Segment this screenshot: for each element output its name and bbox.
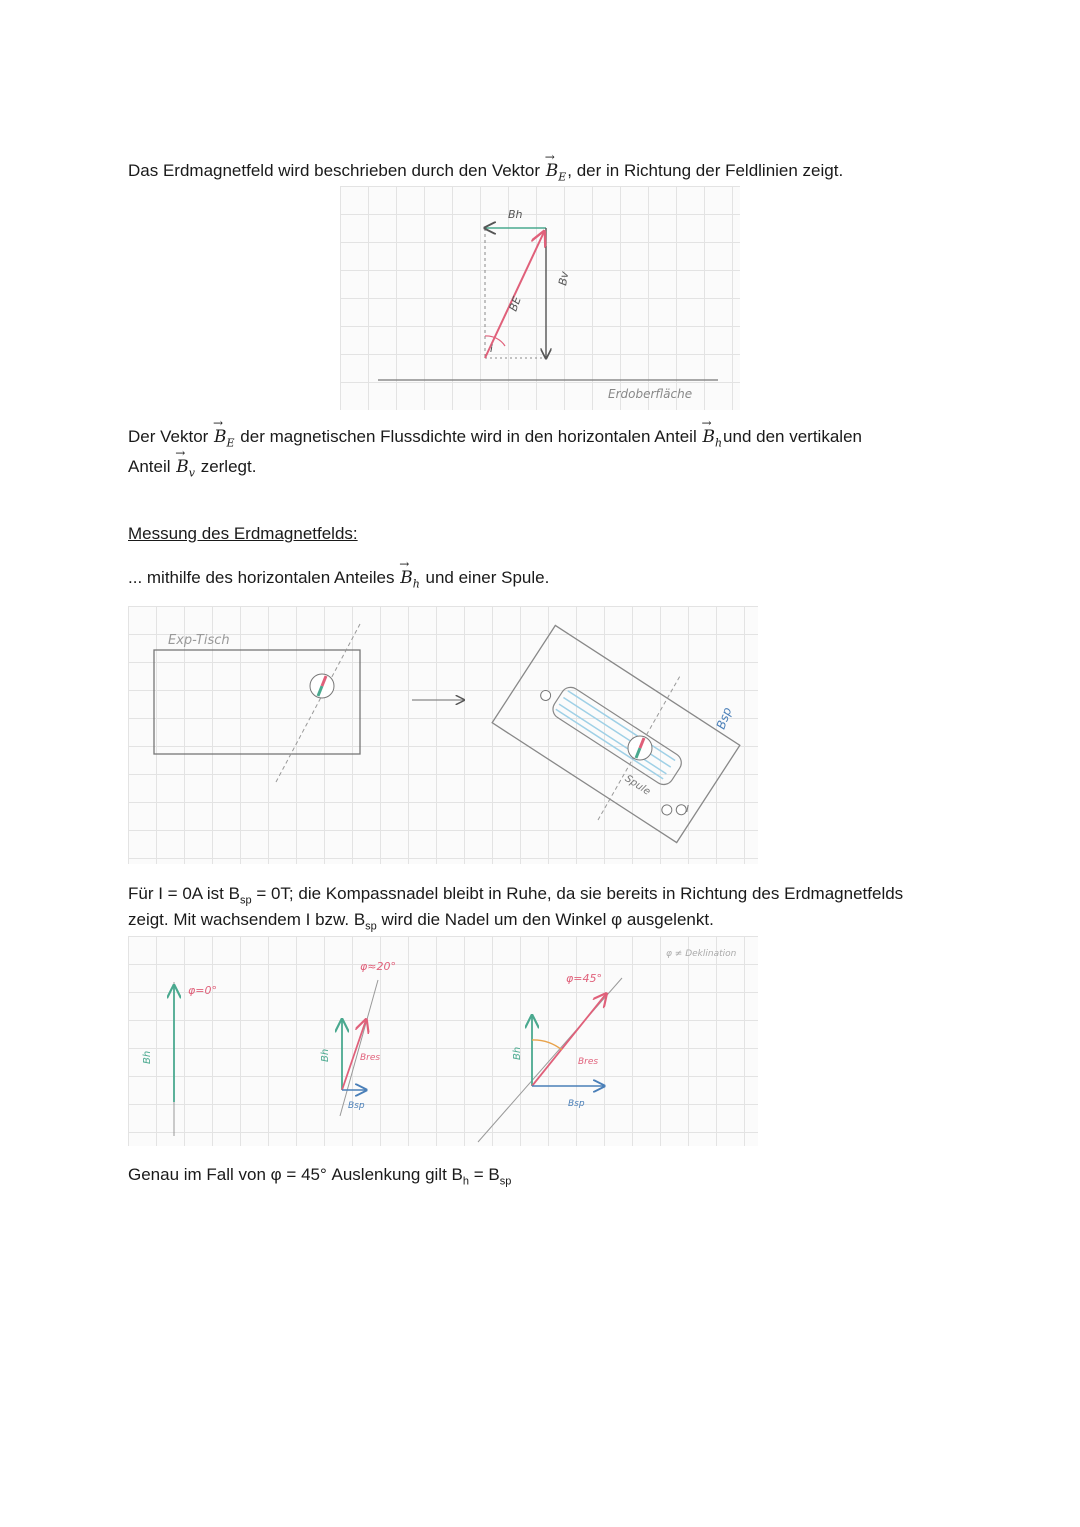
bh-label: Bh bbox=[320, 1048, 331, 1062]
case-phi-20 bbox=[320, 960, 396, 1116]
section-heading: Messung des Erdmagnetfelds: bbox=[128, 524, 358, 543]
connector bbox=[660, 803, 674, 817]
deflection-sentence-1: Für I = 0A ist $B_{sp} = 0T$; die Kompassnadel bleibt in Ruhe, da sie bereits in Richtung des Erdmagnetfelds bbox=[128, 884, 904, 907]
intro-text-b: , der in Richtung der Feldlinien zeigt. bbox=[567, 161, 844, 180]
bsp-label: Bsp bbox=[713, 705, 735, 732]
declination-note: φ ≠ Deklination bbox=[666, 949, 737, 959]
angle-arc bbox=[485, 336, 505, 346]
vector-be: → $B_E$ bbox=[545, 158, 568, 190]
phi45-label: φ=45° bbox=[566, 972, 602, 985]
figure-deflection bbox=[128, 936, 758, 1146]
compass bbox=[310, 674, 334, 698]
bsp-label: Bsp bbox=[568, 1099, 585, 1109]
conclusion-sentence: Genau im Fall von φ = 45° Auslenkung gilt $B_h = B_{sp}$ bbox=[128, 1165, 512, 1188]
deflection-sentence-2: zeigt. Mit wachsendem I bzw. $B_{sp}$ wird die Nadel um den Winkel φ ausgelenkt. bbox=[128, 910, 714, 933]
vector-bv: → $B_v$ bbox=[175, 454, 196, 486]
bv-label: Bv bbox=[556, 270, 572, 287]
table-label: Exp-Tisch bbox=[168, 633, 230, 648]
current-label: I bbox=[686, 804, 689, 815]
be-label: BE bbox=[506, 294, 524, 314]
be-arrow bbox=[485, 232, 544, 358]
decomposition-sentence-1: Der Vektor → $B_E$ der magnetischen Flussdichte wird in den horizontalen Anteil → $B_hund$ den vertikalen bbox=[128, 424, 862, 456]
bsp-label: Bsp bbox=[348, 1101, 365, 1111]
bres-label: Bres bbox=[578, 1057, 599, 1067]
method-sentence: ... mithilfe des horizontalen Anteiles → $B_h$ und einer Spule. bbox=[128, 565, 549, 597]
earth-surface-label: Erdoberfläche bbox=[608, 387, 693, 401]
vector-bh: → $B_h$ bbox=[399, 565, 421, 597]
bres-label: Bres bbox=[360, 1053, 381, 1063]
experiment-table bbox=[154, 650, 360, 754]
phi0-label: φ=0° bbox=[188, 984, 217, 997]
connector bbox=[539, 689, 553, 703]
decomposition-sentence-2: Anteil → $B_v$ zerlegt. bbox=[128, 454, 256, 486]
case-phi-0 bbox=[142, 982, 217, 1136]
rotated-table-setup bbox=[492, 625, 740, 842]
case-phi-45 bbox=[478, 972, 622, 1142]
experiment-table-rotated bbox=[492, 625, 740, 842]
figure-setup bbox=[128, 606, 758, 864]
angle-arc-45 bbox=[532, 1040, 562, 1050]
vector-bh: → $B_h$ bbox=[701, 424, 723, 456]
compass-2 bbox=[628, 736, 652, 760]
bh-label: Bh bbox=[508, 208, 523, 221]
angle-label: i bbox=[490, 344, 493, 355]
bres-arrow bbox=[532, 994, 606, 1086]
coil-label: Spule bbox=[622, 773, 653, 798]
bh-label: Bh bbox=[142, 1050, 153, 1064]
bh-label: Bh bbox=[512, 1046, 523, 1060]
intro-text-a: Das Erdmagnetfeld wird beschrieben durch den Vektor bbox=[128, 161, 545, 180]
figure-earth-field bbox=[340, 186, 740, 410]
vector-be: → $B_E$ bbox=[213, 424, 236, 456]
field-direction-line bbox=[276, 624, 360, 782]
phi20-label: φ≈20° bbox=[360, 960, 396, 973]
